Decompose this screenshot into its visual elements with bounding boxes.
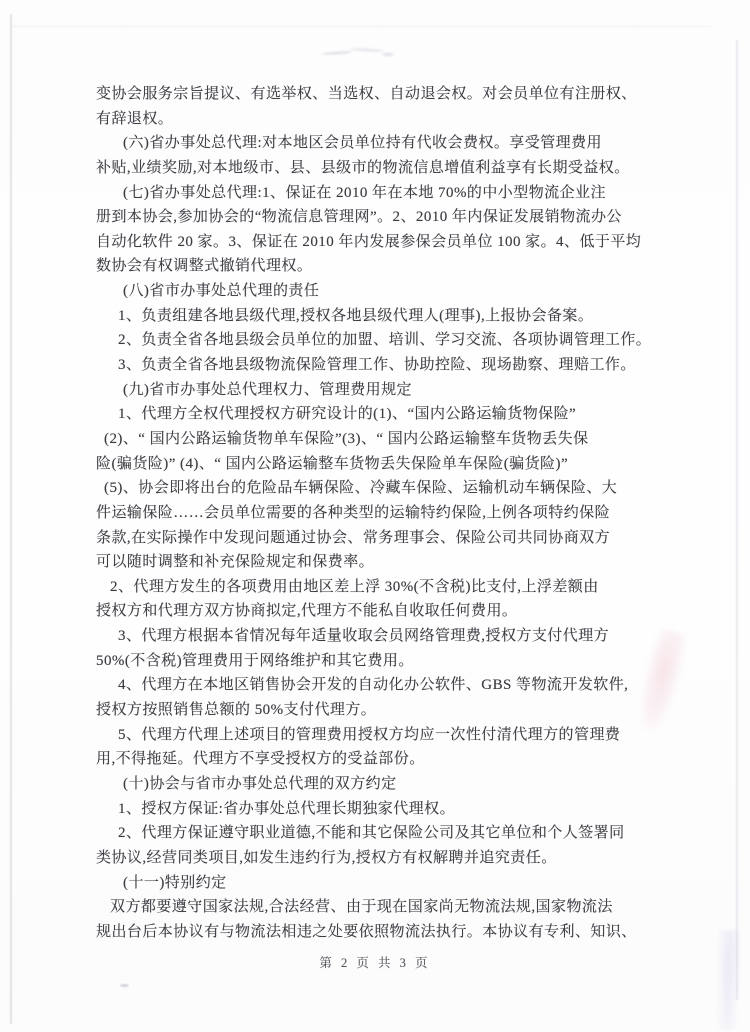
text-line: 条款,在实际操作中发现问题通过协会、常务理事会、保险公司共同协商双方 [96,529,611,546]
text-line: 3、代理方根据本省情况每年适量收取会员网络管理费,授权方支付代理方 [118,628,610,645]
text-line: 类协议,经营同类项目,如发生违约行为,授权方有权解聘并追究责任。 [96,849,557,866]
text-line: 件运输保险……会员单位需要的各种类型的运输特约保险,上例各项特约保险 [96,504,611,521]
text-line: (十一)特别约定 [123,874,227,891]
scan-edge-left [10,14,12,1024]
page-footer: 第 2 页 共 3 页 [319,956,431,970]
scan-edge-right [736,40,738,1000]
text-line: 双方都要遵守国家法规,合法经营、由于现在国家尚无物流法规,国家物流法 [110,899,613,916]
scan-speck [120,984,129,987]
text-line: 2、代理方发生的各项费用由地区差上浮 30%(不含税)比支付,上浮差额由 [110,578,599,595]
text-line: 1、代理方全权代理授权方研究设计的(1)、“国内公路运输货物保险” [118,406,577,423]
text-line: 授权方和代理方双方协商拟定,代理方不能私自收取任何费用。 [96,603,518,620]
text-line: (2)、“ 国内公路运输货物单车保险”(3)、“ 国内公路运输整车货物丢失保 [104,430,589,447]
text-line: 授权方按照销售总额的 50%支付代理方。 [96,702,377,719]
text-line: (八)省市办事处总代理的责任 [123,283,320,300]
text-line: (九)省市办事处总代理权力、管理费用规定 [123,381,412,398]
text-line: (十)协会与省市办事处总代理的双方约定 [123,775,397,792]
text-line: 险(骗货险)” (4)、“ 国内公路运输整车货物丢失保险单车保险(骗货险)” [96,455,569,472]
text-line: 2、代理方保证遵守职业道德,不能和其它保险公司及其它单位和个人签署同 [118,825,625,842]
scan-smudge-top [322,44,396,58]
text-line: 5、代理方代理上述项目的管理费用授权方均应一次性付清代理方的管理费 [118,726,621,743]
text-line: (5)、协会即将出台的危险品车辆保险、冷藏车保险、运输机动车辆保险、大 [104,480,618,497]
scan-edge-top [12,26,712,27]
document-body [96,82,671,944]
text-line: 1、负责组建各地县级代理,授权各地县级代理人(理事),上报协会备案。 [118,307,594,324]
text-line: 50%(不含税)管理费用于网络维护和其它费用。 [96,652,414,669]
text-line: 数协会有权调整式撤销代理权。 [96,258,313,275]
text-line: 3、负责全省各地县级物流保险管理工作、协助控险、现场勘察、理赔工作。 [118,357,636,374]
text-line: 1、授权方保证:省办事处总代理长期独家代理权。 [118,800,456,817]
text-line: (六)省办事处总代理:对本地区会员单位持有代收会费权。享受管理费用 [123,135,603,152]
text-line: 有辞退权。 [96,110,174,127]
text-line: (七)省办事处总代理:1、保证在 2010 年在本地 70%的中小型物流企业注 [123,184,606,201]
text-line: 规出台后本协议有与物流法相违之处要依照物流法执行。本协议有专利、知识、 [96,923,637,940]
text-line: 2、负责全省各地县级会员单位的加盟、培训、学习交流、各项协调管理工作。 [118,332,652,349]
text-line: 4、代理方在本地区销售协会开发的自动化办公软件、GBS 等物流开发软件, [118,677,629,694]
text-line: 用,不得拖延。代理方不享受授权方的受益部份。 [96,751,425,768]
text-line: 自动化软件 20 家。3、保证在 2010 年内发展参保会员单位 100 家。4、低于平均 [96,233,642,250]
text-line: 补贴,业绩奖励,对本地级市、县、县级市的物流信息增值利益享有长期受益权。 [96,159,630,176]
text-line: 变协会服务宗旨提议、有选举权、当选权、自动退会权。对会员单位有注册权、 [96,86,637,102]
text-line: 可以随时调整和补充保险规定和保费率。 [96,554,375,571]
text-line: 册到本协会,参加协会的“物流信息管理网”。2、2010 年内保证发展销物流办公 [96,209,622,226]
